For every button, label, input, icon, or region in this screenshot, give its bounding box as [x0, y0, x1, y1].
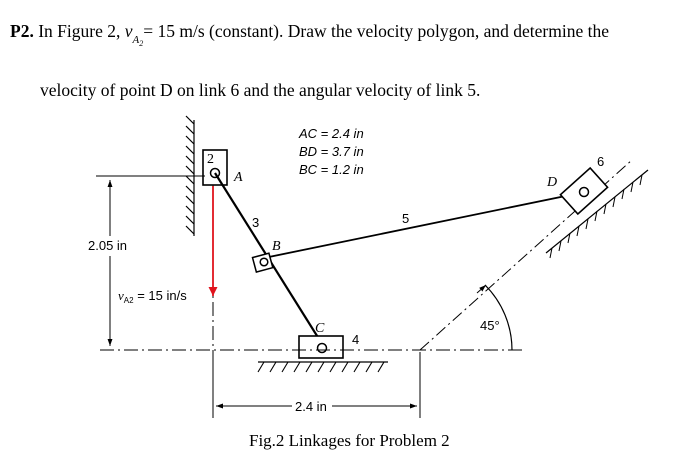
label-angle: 45° — [480, 318, 500, 333]
ground-hatch-bottom — [258, 362, 384, 372]
pin-c — [318, 344, 327, 353]
label-width-dim: 2.4 in — [295, 399, 327, 414]
problem-text-before: In Figure 2, — [33, 21, 125, 41]
pin-d — [580, 188, 589, 197]
given-ac: AC = 2.4 in — [299, 126, 364, 141]
label-point-b: B — [272, 239, 281, 254]
label-link-2: 2 — [207, 152, 214, 167]
velocity-symbol: v — [124, 21, 133, 41]
link-5 — [264, 192, 585, 258]
velocity-subscript-number: 2 — [139, 39, 144, 48]
pin-b — [260, 258, 268, 266]
label-link-5: 5 — [402, 211, 410, 226]
angle-leader — [477, 285, 486, 293]
label-point-c: C — [315, 321, 325, 336]
label-link-3: 3 — [252, 215, 260, 230]
given-bd: BD = 3.7 in — [299, 144, 364, 159]
label-link-6: 6 — [597, 154, 605, 169]
velocity-subscript-letter: A — [132, 34, 140, 46]
problem-number: P2. — [10, 21, 34, 41]
problem-line-2: velocity of point D on link 6 and the angular velocity of link 5. — [40, 80, 481, 100]
label-height-dim: 2.05 in — [88, 238, 128, 253]
problem-text-after: = 15 m/s (constant). Draw the velocity polygon, and determine the — [143, 21, 609, 41]
figure-caption: Fig.2 Linkages for Problem 2 — [249, 431, 450, 450]
label-point-a: A — [234, 170, 243, 185]
given-bc: BC = 1.2 in — [299, 162, 364, 177]
label-link-4: 4 — [352, 332, 360, 347]
label-point-d: D — [547, 175, 558, 190]
label-velocity: $v_{A2} = 15$ in/s — [118, 288, 187, 305]
